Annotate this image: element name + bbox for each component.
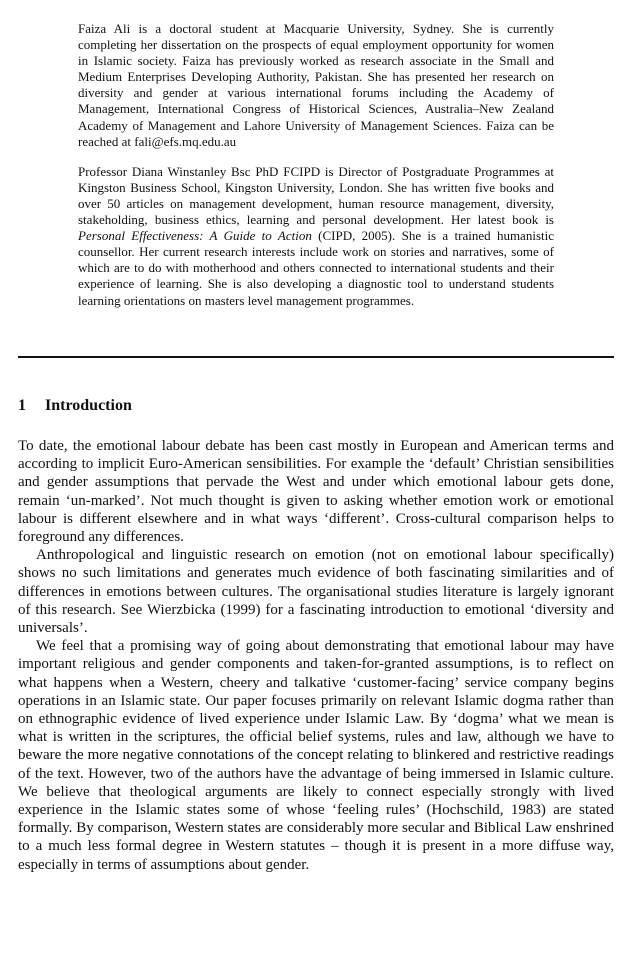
author-bios [78,21,554,323]
bio-diana-winstanley [78,164,554,309]
bio-faiza-ali: Faiza Ali is a doctoral student at Macquarie University, Sydney. She is currently completing her dissertation on the prospects of equal employment opportunity for women in Islamic society. Faiza has previously worked as research associate in the Small and Medium Enterprises Developing Authority, Pakistan. She has presented her research on diversity and gender at various international forums including the Academy of Management, International Congress of Historical Sciences, Australia–New Zealand Academy of Management and Lahore University of Management Sciences. Faiza can be reached at fali@efs.mq.edu.au [78,21,554,149]
section-title: Introduction [45,397,132,414]
paragraph-1: To date, the emotional labour debate has been cast mostly in European and American terms and according to implicit Euro-American sensibilities. For example the ‘default’ Christian sensibilities and gender assumptions that pervade the West and under which emotional labour gets done, remain ‘un-marked’. Not much thought is given to asking whether emotion work or emotional labour is different elsewhere and in what ways ‘different’. Cross-cultural comparison helps to foreground any differences. [18,438,614,546]
section-divider [18,356,614,358]
section-body [18,437,614,874]
section-heading [18,397,132,415]
bio-diana-text-end: (CIPD, 2005). She is a trained humanistic counsellor. Her current research interests include work on stories and narratives, some of which are to do with motherhood and others connected to international students and their experience of learning. She is also developing a diagnostic tool to understand students learning orientations on masters level management programmes. [78,228,554,308]
section-number: 1 [18,397,26,414]
bio-diana-book-title: Personal Effectiveness: A Guide to Action [78,228,312,244]
bio-diana-text-start: Professor Diana Winstanley Bsc PhD FCIPD is Director of Postgraduate Programmes at Kingston Business School, Kingston University, London. She has written five books and over 50 articles on management development, human resource management, diversity, stakeholding, business ethics, learning and personal development. Her latest book is [78,163,554,228]
paragraph-2: Anthropological and linguistic research on emotion (not on emotional labour specifically) shows no such limitations and generates much evidence of both fascinating similarities and of differences in emotions between cultures. The organisational studies literature is largely ignorant of this research. See Wierzbicka (1999) for a fascinating introduction to emotional ‘diversity and universals’. [18,547,614,637]
paragraph-3: We feel that a promising way of going about demonstrating that emotional labour may have important religious and gender components and taken-for-granted assumptions, is to reflect on what happens when a Western, cheery and talkative ‘customer-facing’ service company begins operations in an Islamic state. Our paper focuses primarily on relevant Islamic dogma rather than on ethnographic evidence of lived experience under Islamic Law. By ‘dogma’ what we mean is what is written in the scriptures, the official belief systems, rules and law, although we have to beware the more negative connotations of the concept relating to blinkered and restrictive readings of the text. However, two of the authors have the advantage of being immersed in Islamic culture. We believe that theological arguments are likely to connect especially strongly with lived experience in the Islamic states some of whose ‘feeling rules’ (Hochschild, 1983) are stated formally. By comparison, Western states are considerably more secular and Biblical Law enshrined to a much less formal degree in Western statutes – though it is present in a more diffuse way, especially in terms of assumptions about gender. [18,638,614,873]
